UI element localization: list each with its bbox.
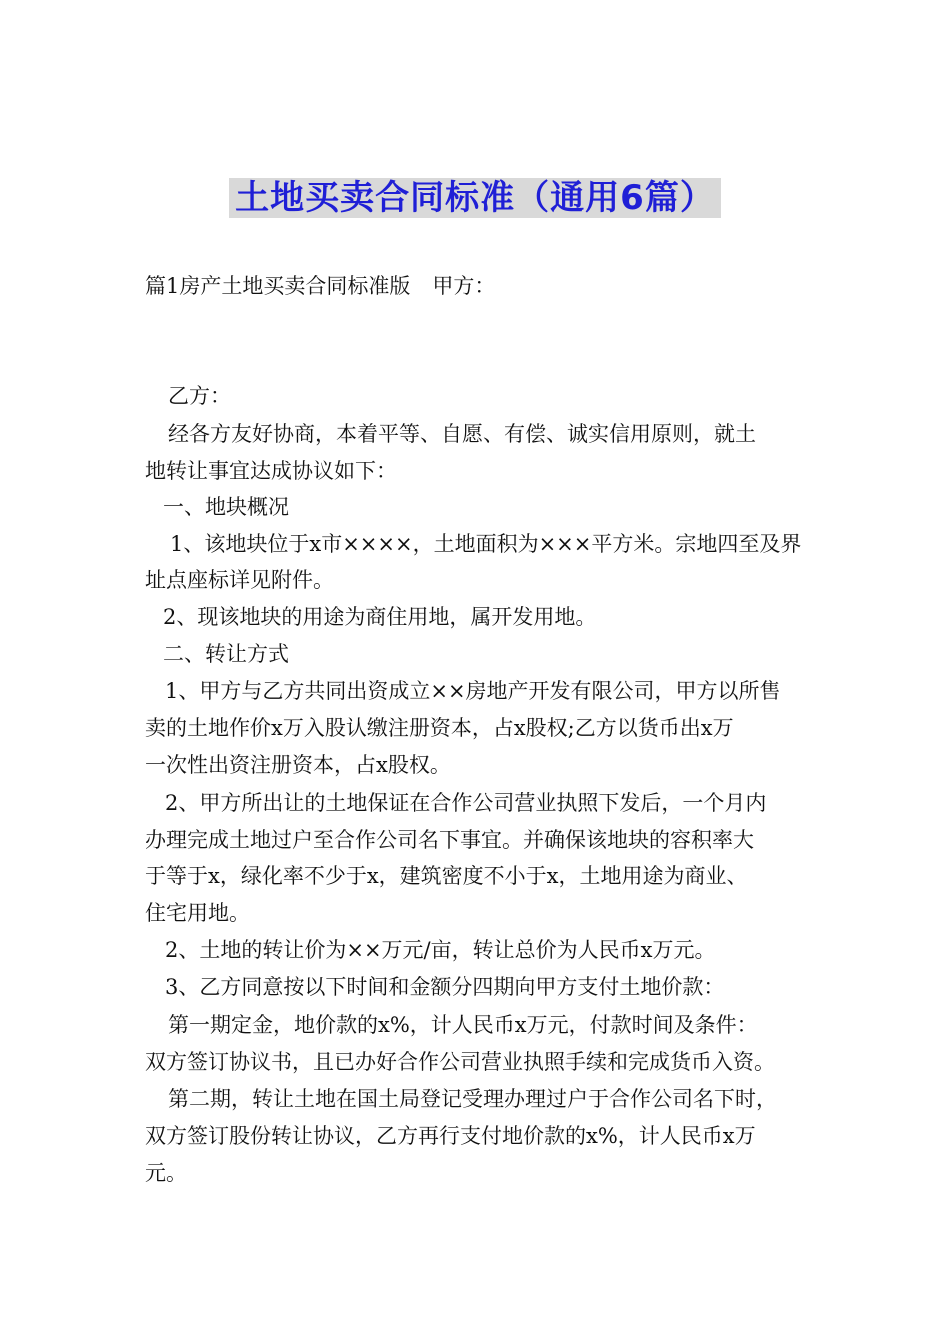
document-title: 土地买卖合同标准（通用6篇）	[229, 178, 721, 218]
title-wrapper	[0, 178, 950, 218]
paragraph-line: 双方签订协议书，且已办好合作公司营业执照手续和完成货币入资。	[145, 1050, 775, 1074]
paragraph-line: 于等于x，绿化率不少于x，建筑密度不小于x，土地用途为商业、	[145, 864, 748, 888]
paragraph-line: 第二期，转让土地在国土局登记受理办理过户于合作公司名下时，	[168, 1087, 777, 1111]
paragraph-line: 办理完成土地过户至合作公司名下事宜。并确保该地块的容积率大	[145, 828, 754, 852]
paragraph-line: 住宅用地。	[145, 901, 250, 925]
paragraph-line: 址点座标详见附件。	[145, 568, 334, 592]
paragraph-line: 元。	[145, 1161, 187, 1185]
section-heading-land-overview: 一、地块概况	[163, 495, 289, 519]
paragraph-line: 3、乙方同意按以下时间和金额分四期向甲方支付土地价款：	[165, 975, 725, 999]
paragraph-line: 1、该地块位于x市××××，土地面积为×××平方米。宗地四至及界	[170, 532, 802, 556]
section-heading-transfer-method: 二、转让方式	[163, 642, 289, 666]
paragraph-line: 卖的土地作价x万入股认缴注册资本，占x股权;乙方以货币出x万	[145, 716, 734, 740]
paragraph-line: 2、土地的转让价为××万元/亩，转让总价为人民币x万元。	[165, 938, 716, 962]
paragraph-line: 一次性出资注册资本，占x股权。	[145, 753, 451, 777]
paragraph-line: 1、甲方与乙方共同出资成立××房地产开发有限公司，甲方以所售	[165, 679, 781, 703]
section-heading	[145, 272, 815, 300]
paragraph-line: 经各方友好协商，本着平等、自愿、有偿、诚实信用原则，就土	[168, 422, 756, 446]
paragraph-line: 双方签订股份转让协议，乙方再行支付地价款的x%，计人民币x万	[145, 1124, 756, 1148]
section-heading-main: 篇1房产土地买卖合同标准版	[145, 274, 411, 298]
party-a-label: 甲方：	[432, 274, 496, 298]
party-b-label: 乙方：	[168, 384, 231, 408]
paragraph-line: 第一期定金，地价款的x%，计人民币x万元，付款时间及条件：	[168, 1013, 758, 1037]
paragraph-line: 2、甲方所出让的土地保证在合作公司营业执照下发后，一个月内	[165, 791, 767, 815]
paragraph-line: 2、现该地块的用途为商住用地，属开发用地。	[163, 605, 597, 629]
paragraph-line: 地转让事宜达成协议如下：	[145, 459, 397, 483]
